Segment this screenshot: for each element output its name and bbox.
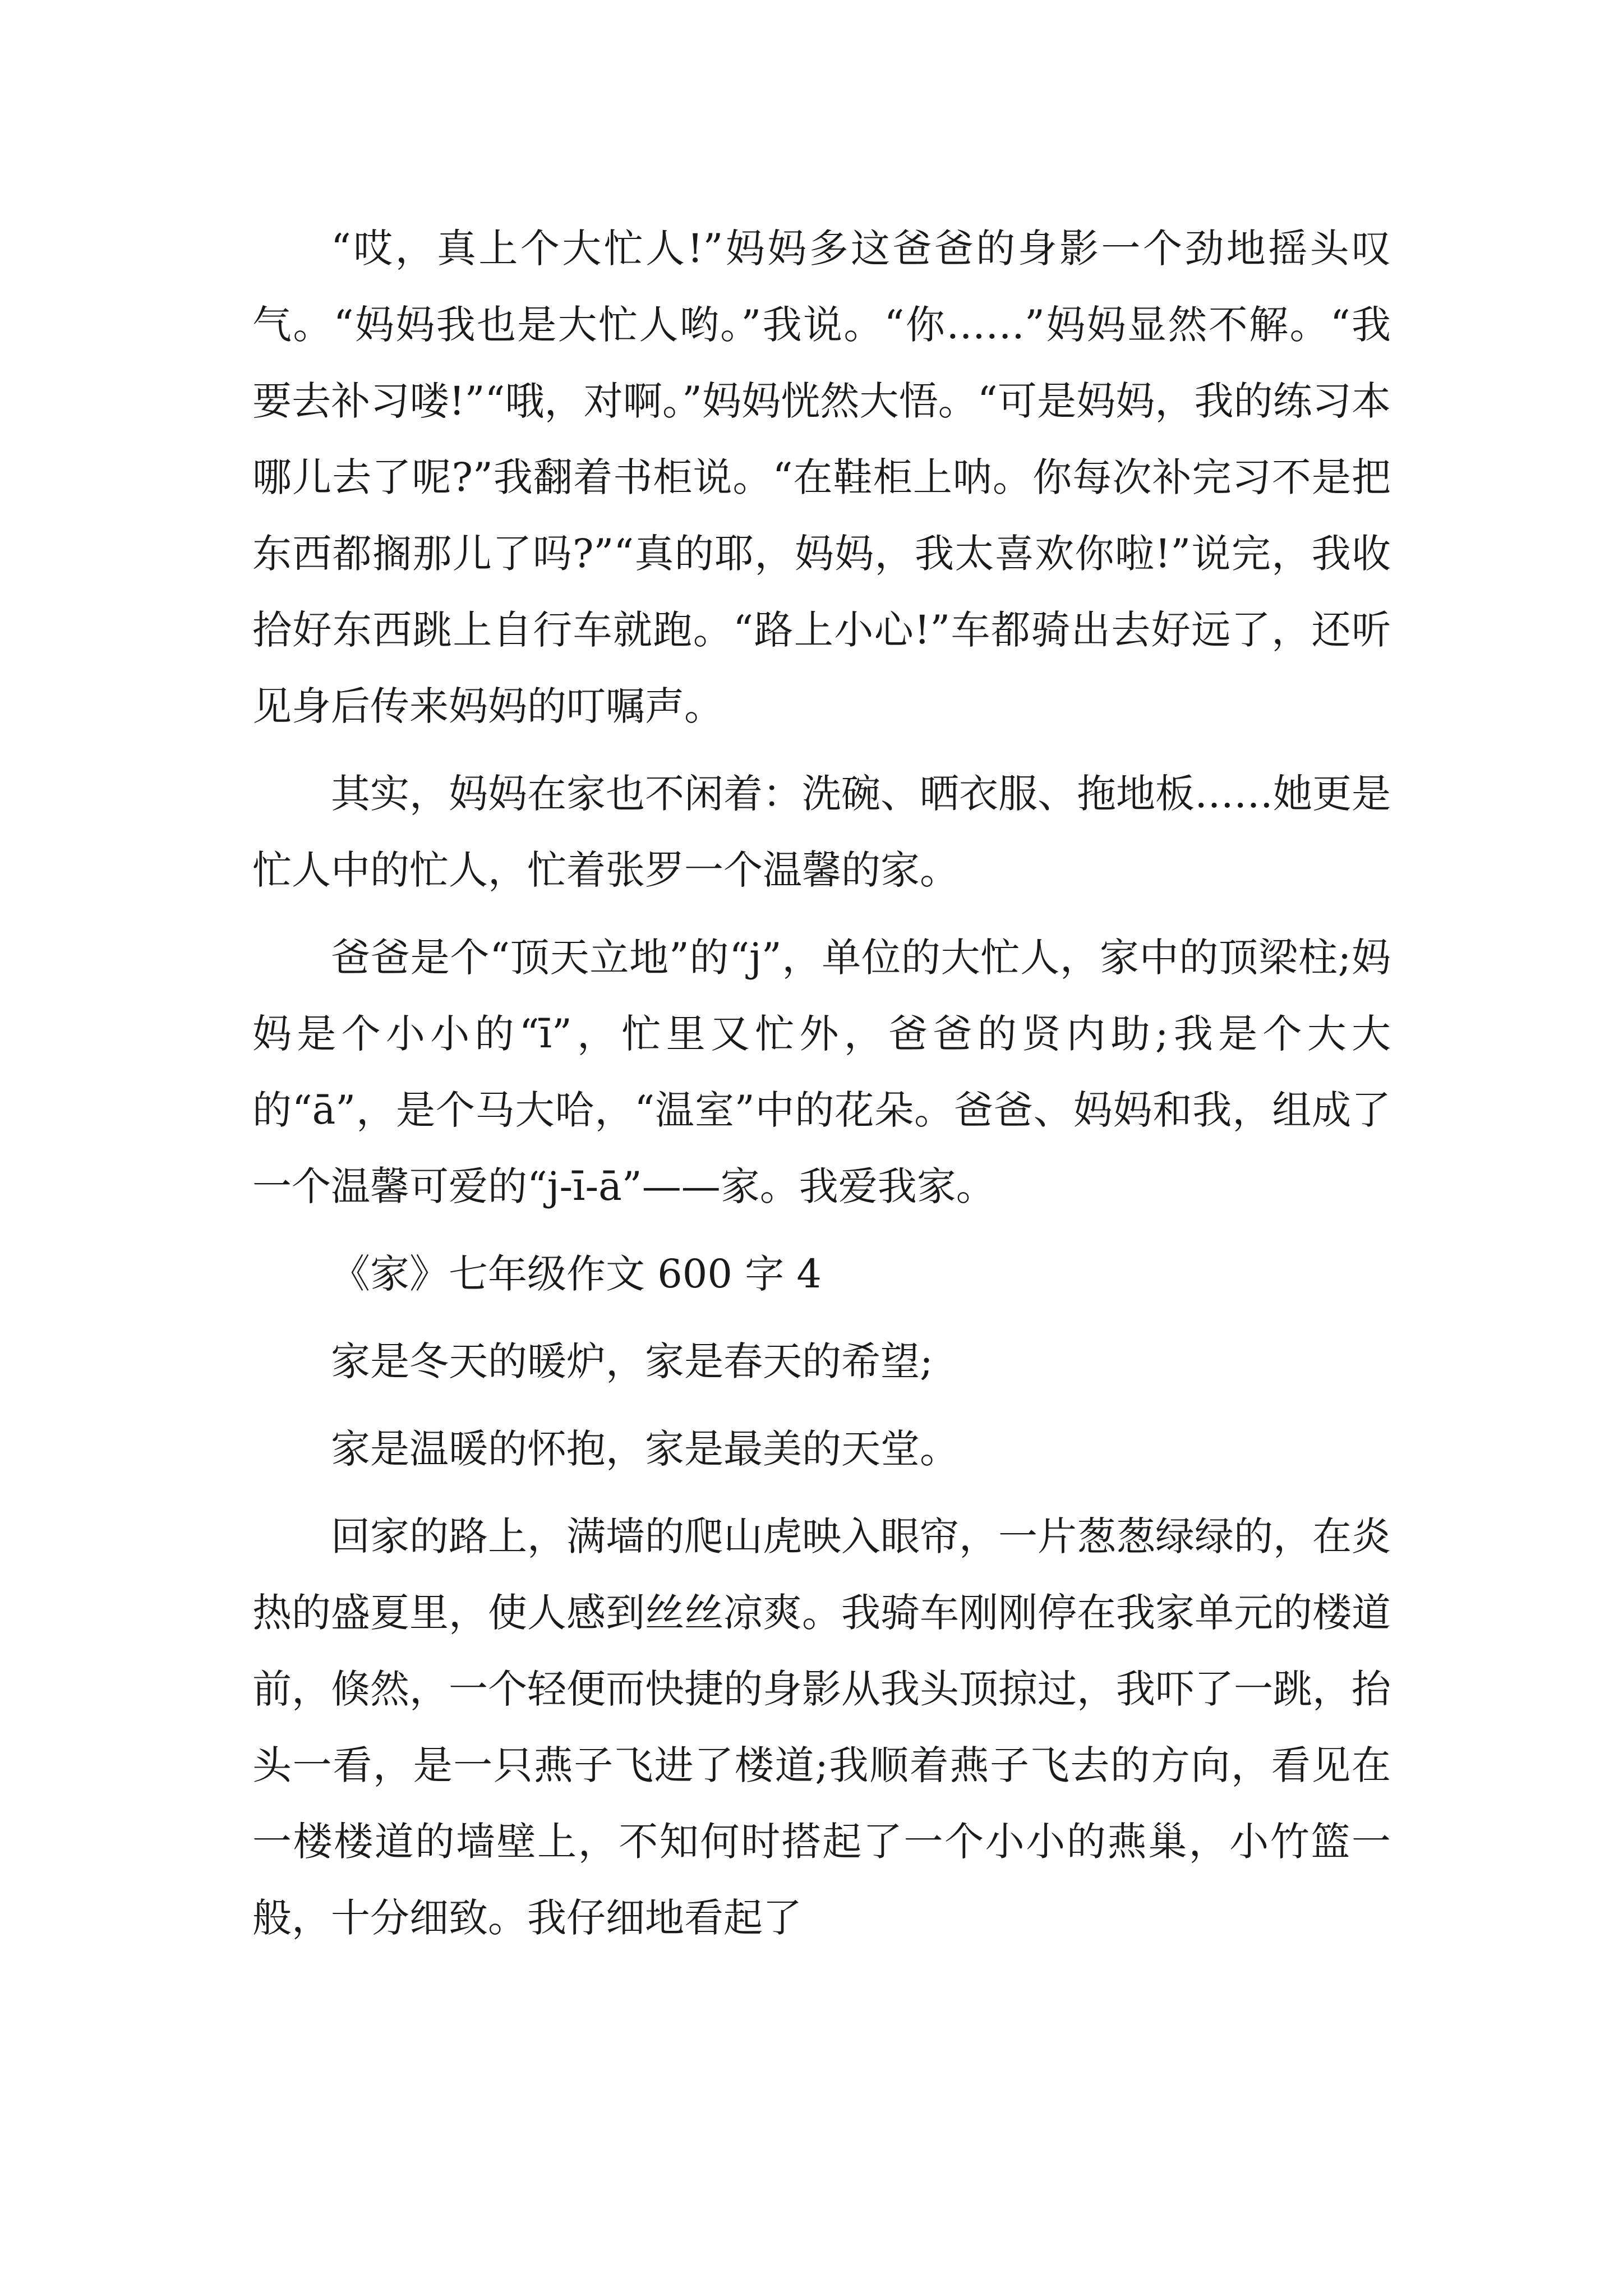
poem-line-2: 家是温暖的怀抱，家是最美的天堂。 [331,1426,959,1472]
paragraph-swallow-nest: 回家的路上，满墙的爬山虎映入眼帘，一片葱葱绿绿的，在炎热的盛夏里，使人感到丝丝凉爽。我骑车刚刚停在我家单元的楼道前，倏然，一个轻便而快捷的身影从我头顶掠过，我吓了一跳，抬头一看，是一只燕子飞进了楼道;我顺着燕子飞去的方向，看见在一楼楼道的墙壁上，不知何时搭起了一个小小的燕巢，小竹篮一般，十分细致。我仔细地看起了 [252,1513,1391,1941]
essay-heading: 《家》七年级作文 600 字 4 [331,1251,822,1297]
paragraph-dialogue: “哎，真上个大忙人!”妈妈多这爸爸的身影一个劲地摇头叹气。“妈妈我也是大忙人哟。”我说。“你……”妈妈显然不解。“我要去补习喽!”“哦，对啊。”妈妈恍然大悟。“可是妈妈，我的练习本哪儿去了呢?”我翻着书柜说。“在鞋柜上呐。你每次补完习不是把东西都搁那儿了吗?”“真的耶，妈妈，我太喜欢你啦!”说完，我收拾好东西跳上自行车就跑。“路上小心!”车都骑出去好远了，还听见身后传来妈妈的叮嘱声。 [252,226,1391,729]
article-body [252,210,1391,1967]
poem-line-1: 家是冬天的暖炉，家是春天的希望; [331,1338,933,1384]
paragraph-mother-busy: 其实，妈妈在家也不闲着：洗碗、晒衣服、拖地板……她更是忙人中的忙人，忙着张罗一个温馨的家。 [252,771,1391,893]
paragraph-family-jia: 爸爸是个“顶天立地”的“j”，单位的大忙人，家中的顶梁柱;妈妈是个小小的“ī”，忙里又忙外，爸爸的贤内助;我是个大大的“ā”，是个马大哈，“温室”中的花朵。爸爸、妈妈和我，组成了一个温馨可爱的“j-ī-ā”——家。我爱我家。 [252,935,1391,1209]
